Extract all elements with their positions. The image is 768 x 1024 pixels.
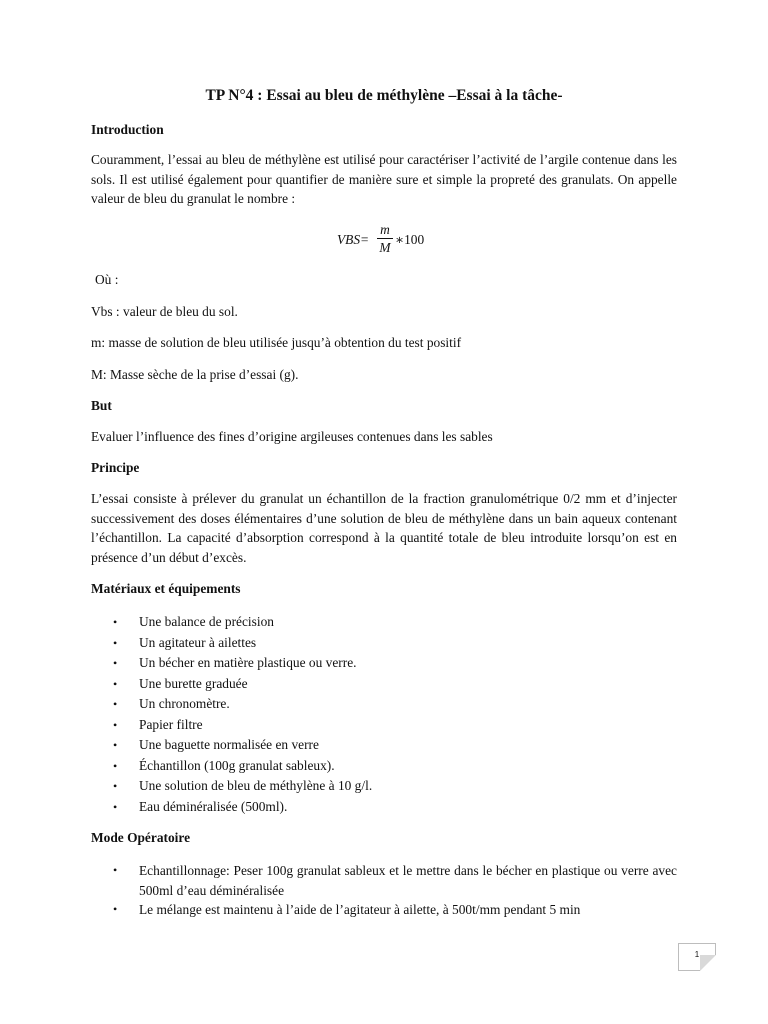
formula-denominator: M [379, 240, 391, 255]
list-item: • Une burette graduée [91, 674, 677, 695]
but-paragraph: Evaluer l’influence des fines d’origine argileuses contenues dans les sables [91, 429, 493, 444]
formula-numerator: m [380, 222, 390, 237]
list-item: • Un chronomètre. [91, 694, 677, 715]
bullet-icon: • [113, 697, 118, 711]
list-item: • Une solution de bleu de méthylène à 10 g/l. [91, 776, 677, 797]
bullet-icon: • [113, 799, 118, 814]
list-item: • Papier filtre [91, 715, 677, 736]
heading-principe: Principe [91, 460, 140, 475]
where-label: Où : [95, 272, 119, 287]
vbs-formula [337, 222, 457, 260]
formula-lhs: VBS= [337, 232, 370, 247]
heading-mode-operatoire: Mode Opératoire [91, 830, 191, 845]
bullet-icon: • [113, 758, 118, 773]
definition-vbs: Vbs : valeur de bleu du sol. [91, 304, 238, 319]
bullet-icon: • [113, 615, 118, 629]
mode-list [91, 861, 677, 920]
bullet-icon: • [113, 863, 118, 877]
list-item: • Un agitateur à ailettes [91, 633, 677, 654]
formula-rhs: ∗100 [395, 232, 425, 247]
list-item: • Une balance de précision [91, 612, 677, 633]
list-item: • Echantillonnage: Peser 100g granulat sableux et le mettre dans le bécher en plastique ou verre avec 500ml d’eau déminéralisée [113, 863, 677, 898]
list-item: • Eau déminéralisée (500ml). [91, 797, 677, 818]
bullet-icon: • [113, 717, 118, 732]
list-item: • Une baguette normalisée en verre [91, 735, 677, 756]
list-item: • Le mélange est maintenu à l’aide de l’agitateur à ailette, à 500t/mm pendant 5 min [91, 900, 677, 920]
document-title: TP N°4 : Essai au bleu de méthylène –Essai à la tâche- [205, 87, 563, 104]
heading-introduction: Introduction [91, 122, 164, 137]
bullet-icon: • [113, 656, 118, 670]
list-item: • Un bécher en matière plastique ou verre. [91, 653, 677, 674]
bullet-icon: • [113, 676, 118, 691]
materiaux-list [91, 612, 677, 817]
intro-paragraph: Couramment, l’essai au bleu de méthylène est utilisé pour caractériser l’activité de l’argile contenue dans les sols. Il est utilisé également pour quantifier de manière sure et simple la propreté des granulats. On appelle valeur de bleu du granulat le nombre : [91, 152, 677, 206]
bullet-icon: • [113, 738, 118, 752]
page-number: 1 [678, 943, 716, 971]
bullet-icon: • [113, 902, 118, 916]
formula-fraction [377, 222, 393, 255]
heading-materiaux: Matériaux et équipements [91, 581, 241, 596]
list-item: • Échantillon (100g granulat sableux). [91, 756, 677, 777]
bullet-icon: • [113, 779, 118, 793]
bullet-icon: • [113, 635, 118, 650]
principe-paragraph: L’essai consiste à prélever du granulat un échantillon de la fraction granulométrique 0/2 mm et d’injecter successivement des doses élémentaires d’une solution de bleu de méthylène dans un bain aqueux contenant l’échantillon. La capacité d’absorption correspond à la quantité totale de bleu introduite lorsqu’on est en présence d’un début d’excès. [91, 491, 677, 565]
definition-m: m: masse de solution de bleu utilisée jusqu’à obtention du test positif [91, 335, 462, 350]
definition-M: M: Masse sèche de la prise d’essai (g). [91, 367, 299, 382]
heading-but: But [91, 398, 112, 413]
